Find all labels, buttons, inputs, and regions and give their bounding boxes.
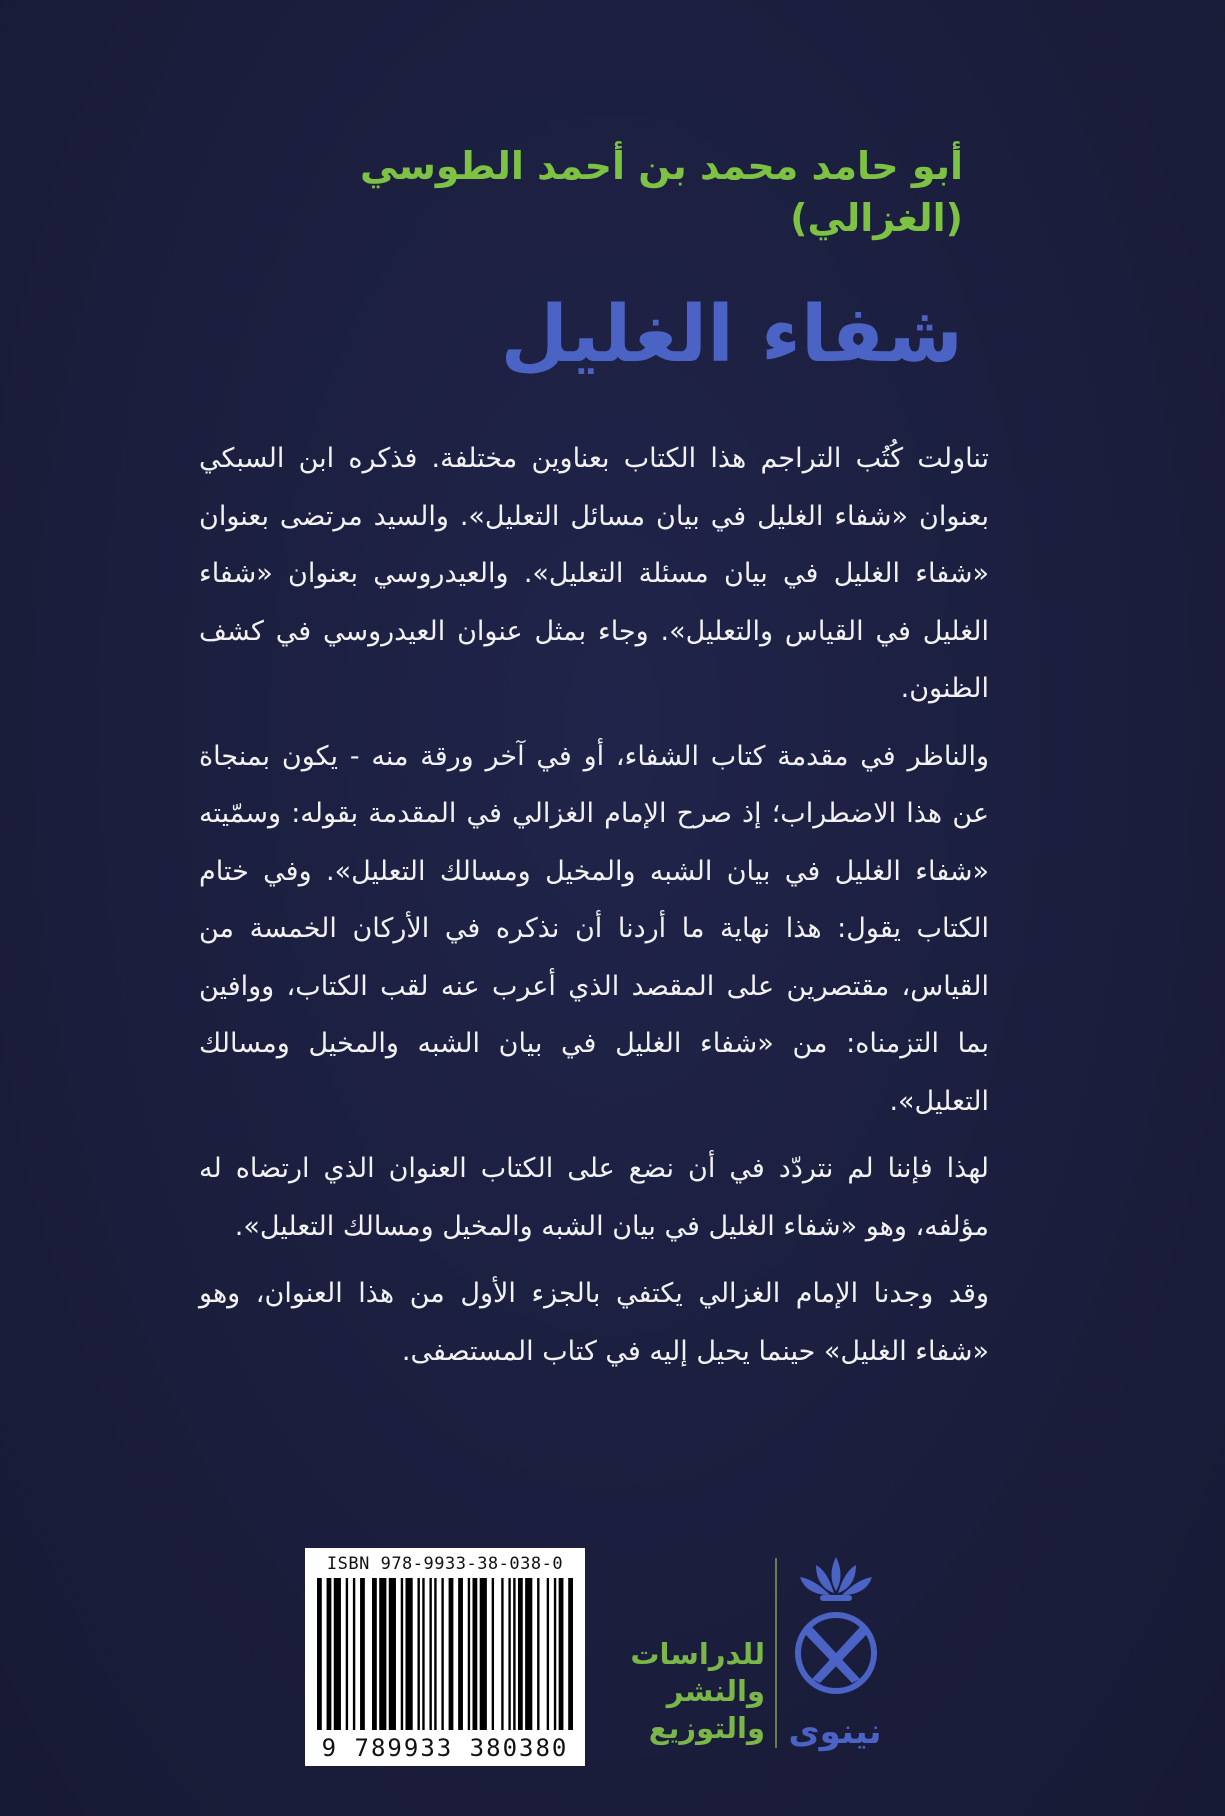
lotus-logo-icon (790, 1555, 882, 1715)
blurb-paragraph: وقد وجدنا الإمام الغزالي يكتفي بالجزء الأول من هذا العنوان، وهو «شفاء الغليل» حينما يحيل إليه في كتاب المستصفى. (199, 1278, 989, 1367)
barcode-bar (379, 1578, 386, 1730)
barcode-bars (315, 1578, 575, 1730)
barcode-bar (554, 1578, 556, 1730)
barcode-bar (360, 1578, 365, 1730)
barcode-bar (327, 1578, 332, 1730)
barcode-bar (559, 1578, 564, 1730)
isbn-label: ISBN 978-9933-38-038-0 (326, 1554, 564, 1574)
barcode-bar (547, 1578, 549, 1730)
barcode-bar (429, 1578, 431, 1730)
barcode-bar (537, 1578, 539, 1730)
barcode-bar (458, 1578, 463, 1730)
barcode-bar (317, 1578, 322, 1730)
barcode-bar (449, 1578, 454, 1730)
publisher-line-1: للدراسات (630, 1637, 765, 1671)
publisher-tagline (625, 1636, 765, 1747)
blurb-paragraph: والناظر في مقدمة كتاب الشفاء، أو في آخر ورقة منه - يكون بمنجاة عن هذا الاضطراب؛ إذ صرح الإمام الغزالي في المقدمة بقوله: وسمّيته «شفاء الغليل في بيان الشبه والمخيل ومسالك التعليل». وفي ختام الكتاب يقول: هذا نهاية ما أردنا أن نذكره في الأركان الخمسة من القياس، مقتصرين على المقصد الذي أعرب عنه لقب الكتاب، ووافين بما التزمناه: من «شفاء الغليل في بيان الشبه والمخيل ومسالك التعليل». (199, 740, 989, 1117)
barcode-bar (473, 1578, 478, 1730)
book-title: شفاء الغليل (500, 290, 963, 380)
barcode-bar (492, 1578, 494, 1730)
barcode-bar (401, 1578, 403, 1730)
blurb-text (199, 430, 989, 1390)
publisher-divider (775, 1558, 777, 1748)
barcode-bar (334, 1578, 341, 1730)
barcode-bar (346, 1578, 348, 1730)
barcode-bar (501, 1578, 503, 1730)
blurb-paragraph: تناولت كُتُب التراجم هذا الكتاب بعناوين مختلفة. فذكره ابن السبكي بعنوان «شفاء الغليل في بيان مسائل التعليل». والسيد مرتضى بعنوان «شفاء الغليل في بيان مسئلة التعليل». والعيدروسي بعنوان «شفاء الغليل في القياس والتعليل». وجاء بمثل عنوان العيدروسي في كشف الظنون. (199, 443, 989, 704)
barcode-bar (372, 1578, 377, 1730)
publisher-line-2: والنشر (666, 1674, 765, 1708)
author-block (263, 140, 963, 244)
barcode-bar (417, 1578, 419, 1730)
barcode-bar (568, 1578, 573, 1730)
barcode-bar (508, 1578, 510, 1730)
barcode-bar (406, 1578, 413, 1730)
barcode-bar (422, 1578, 424, 1730)
barcode-bar (518, 1578, 523, 1730)
author-name: أبو حامد محمد بن أحمد الطوسي (360, 144, 963, 188)
barcode-digits: 9 789933 380380 (321, 1734, 569, 1762)
barcode-bar (513, 1578, 515, 1730)
barcode-bar (441, 1578, 443, 1730)
barcode-bar (468, 1578, 470, 1730)
publisher-line-3: والتوزيع (648, 1711, 765, 1745)
barcode-bar (525, 1578, 532, 1730)
barcode-bar (353, 1578, 355, 1730)
publisher-name: نينوى (788, 1712, 882, 1752)
author-nickname: (الغزالي) (790, 196, 963, 240)
blurb-paragraph: لهذا فإننا لم نتردّد في أن نضع على الكتاب العنوان الذي ارتضاه له مؤلفه، وهو «شفاء الغليل في بيان الشبه والمخيل ومسالك التعليل». (199, 1153, 989, 1242)
barcode-bar (389, 1578, 396, 1730)
barcode-bar (434, 1578, 436, 1730)
barcode-bar (480, 1578, 487, 1730)
isbn-barcode (305, 1548, 585, 1766)
